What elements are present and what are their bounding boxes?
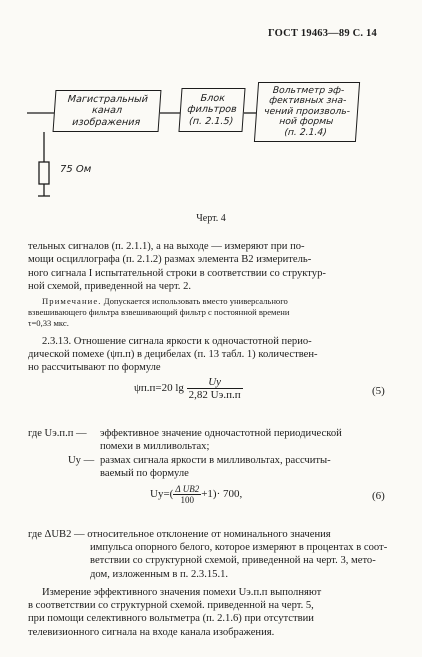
formula-6-numerator: Δ UB2 — [175, 484, 200, 494]
box-main-channel — [53, 90, 162, 132]
formula-5-fraction — [187, 376, 243, 401]
figure-caption: Черт. 4 — [196, 213, 226, 224]
resistor — [39, 162, 49, 184]
where-1-line: помехи в милливольтах; — [100, 441, 210, 453]
paragraph-4-line: Измерение эффективного значения помехи Uэ.п.п выполняют — [42, 587, 322, 598]
paragraph-4-line: телевизионного сигнала на входе канала изображения. — [28, 626, 275, 638]
paragraph-1-line: ной схемой, приведенной на черт. 2. — [28, 281, 192, 293]
formula-6 — [150, 484, 242, 505]
box-filter-unit-line-2: фильтров — [186, 104, 238, 116]
page-header: ГОСТ 19463—89 С. 14 — [268, 28, 377, 39]
paragraph-1-line: мощи осциллографа (п. 2.1.2) размах элемента В2 измеритель- — [28, 254, 312, 266]
where-2-line: ваемый по формуле — [100, 468, 189, 480]
formula-5-lhs: ψп.п=20 lg — [134, 382, 184, 395]
paragraph-4-line: при помощи селективного вольтметра (п. 2.1.6) при отсутствии — [28, 613, 314, 625]
paragraph-3-line: где ΔUB2 — относительное отклонение от номинального значения — [28, 529, 331, 540]
note — [42, 296, 288, 307]
paragraph-4-continued — [28, 599, 314, 639]
paragraph-4-line: в соответствии со структурной схемой. приведенной на черт. 5, — [28, 600, 314, 611]
where-2-text — [100, 454, 331, 481]
where-2-prefix: Uу — — [68, 455, 95, 466]
formula-5-denominator: 2,82 Uэ.п.п — [188, 389, 241, 401]
box-voltmeter-line-3: чений произволь- — [263, 105, 351, 117]
paragraph-3-line: импульса опорного белого, которое измеряют в процентах в соот- — [90, 542, 388, 553]
paragraph-4 — [42, 586, 321, 599]
box-voltmeter-line-2: фективных зна- — [268, 95, 347, 107]
box-voltmeter — [254, 82, 360, 142]
paragraph-2-continued — [28, 348, 318, 375]
note-line: τ=0,33 мкс. — [28, 318, 69, 328]
box-voltmeter-line-4: ной формы — [278, 116, 334, 128]
formula-5 — [134, 376, 243, 401]
equation-number-6: (6) — [372, 490, 385, 502]
box-voltmeter-line-1: Вольтметр эф- — [272, 84, 345, 96]
where-2-line: размах сигнала яркости в милливольтах, рассчиты- — [100, 455, 331, 466]
paragraph-1-line: ного сигнала I испытательной строки в соответствии со структур- — [28, 267, 326, 279]
resistor-label: 75 Ом — [60, 164, 92, 175]
box-main-channel-line-3: изображения — [71, 116, 141, 128]
note-line: взвешивающего фильтра взвешивающий фильтр с постоянной времени — [28, 307, 290, 317]
formula-6-denominator: 100 — [180, 495, 195, 505]
where-1-line: эффективное значение одночастотной периодической — [100, 428, 342, 439]
paragraph-1-line: тельных сигналов (п. 2.1.1), а на выходе — измеряют при по- — [28, 241, 305, 252]
paragraph-3-line: дом, изложенным в п. 2.3.15.1. — [90, 568, 229, 580]
formula-6-tail: +1)· 700, — [201, 488, 243, 501]
paragraph-2-line: но рассчитывают по формуле — [28, 362, 161, 374]
note-line — [42, 296, 288, 307]
formula-6-lhs: Uу= — [150, 488, 170, 501]
equation-number-5: (5) — [372, 385, 385, 397]
formula-5-numerator: Uу — [187, 376, 243, 389]
box-main-channel-line-2: канал — [91, 105, 123, 117]
paragraph-2-line: 2.3.13. Отношение сигнала яркости к одночастотной перио- — [42, 336, 312, 347]
where-1-text — [100, 427, 342, 454]
box-filter-unit-line-3: (п. 2.1.5) — [188, 115, 234, 127]
where-1-prefix: где Uэ.п.п — — [28, 428, 87, 439]
note-label: Примечание. — [42, 296, 102, 306]
paragraph-3-continued — [90, 541, 387, 581]
note-text: Допускается использовать вместо универсального — [103, 296, 288, 306]
box-main-channel-line-1: Магистральный — [67, 93, 149, 105]
paragraph-3-line: ветствии со структурной схемой, приведенной на черт. 3, мето- — [90, 555, 376, 567]
box-voltmeter-line-5: (п. 2.1.4) — [283, 126, 328, 138]
box-filter-unit — [178, 88, 245, 132]
formula-6-fraction — [173, 484, 201, 505]
paragraph-2-line: дической помехе (ψп.п) в децибелах (п. 13 табл. 1) количествен- — [28, 349, 318, 360]
box-filter-unit-line-1: Блок — [200, 92, 226, 104]
paragraph-1 — [28, 240, 326, 294]
paragraph-2 — [42, 335, 312, 348]
paragraph-3 — [28, 528, 331, 541]
formula-6-open-paren: ( — [169, 488, 174, 501]
